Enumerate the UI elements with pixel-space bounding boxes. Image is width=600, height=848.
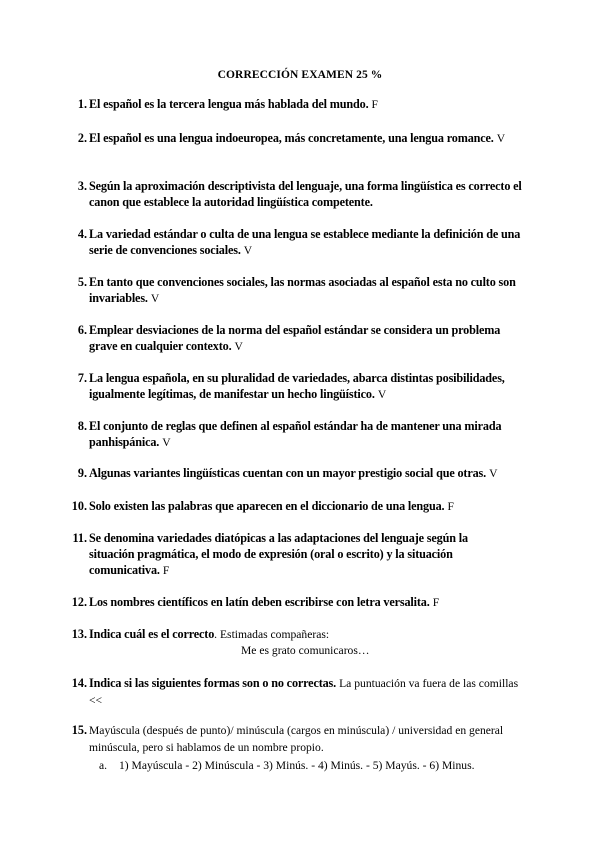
answer-text: V [243,244,253,257]
question-item [71,498,529,515]
question-text: Según la aproximación descriptivista del lenguaje, una forma lingüística es correcto el canon que establece la autoridad lingüística competente. [89,179,522,209]
question-number: 9. [77,466,87,480]
answer-text: Mayúscula (después de punto)/ minúscula (cargos en minúscula) / universidad en general minúscula, pero si hablamos de un nombre propio. [89,724,504,754]
answer-text: F [432,596,440,609]
question-number: 1. [77,97,87,111]
question-text: Algunas variantes lingüísticas cuentan con un mayor prestigio social que otras. [89,466,487,480]
question-number: 14. [71,676,87,690]
question-item [77,274,529,307]
question-item [77,226,529,259]
question-item [77,96,529,113]
answer-text: F [447,500,454,513]
question-text: El español es la tercera lengua más hablada del mundo. [89,97,369,111]
question-text: La variedad estándar o culta de una lengua se establece mediante la definición de una serie de convenciones sociales. [89,227,521,257]
answer-text: V [162,436,171,449]
answer-text: La puntuación va fuera de las comillas << [89,677,519,707]
question-number: 12. [71,595,87,609]
question-item [77,465,539,482]
sub-answer-letter: a. [98,759,107,772]
question-text: La lengua española, en su pluralidad de variedades, abarca distintas posibilidades, igualmente legítimas, de manifestar un hecho lingüístico. [89,371,505,401]
question-text: Se denomina variedades diatópicas a las adaptaciones del lenguaje según la situación pragmática, el modo de expresión (oral o escrito) y la situación comunicativa. [89,531,468,577]
answer-text: V [234,340,243,353]
question-text: Indica si las siguientes formas son o no correctas. [89,676,337,690]
question-text: Indica cuál es el correcto [89,627,215,641]
question-item [71,626,529,659]
question-text: El conjunto de reglas que definen al español estándar ha de mantener una mirada panhispánica. [89,419,502,449]
question-text: Solo existen las palabras que aparecen en el diccionario de una lengua. [89,499,445,513]
answer-text: . Estimadas compañeras: [214,628,330,641]
question-item [72,530,509,579]
question-item [71,594,529,611]
question-number: 10. [71,499,87,513]
question-item [71,675,519,709]
question-item [77,322,529,355]
answer-text: V [489,467,498,480]
question-item [77,370,529,403]
question-number: 2. [77,131,87,145]
question-text: El español es una lengua indoeuropea, más concretamente, una lengua romance. [89,131,494,145]
sub-answer [89,758,519,774]
question-number: 13. [71,627,87,641]
sub-answer-text: 1) Mayúscula - 2) Minúscula - 3) Minús. - 4) Minús. - 5) Mayús. - 6) Minus. [119,759,475,772]
question-number: 6. [77,323,87,337]
question-text: Emplear desviaciones de la norma del español estándar se considera un problema grave en cualquier contexto. [89,323,501,353]
question-number: 15. [71,723,87,737]
question-number: 4. [77,227,87,241]
question-number: 5. [77,275,87,289]
question-text: Los nombres científicos en latín deben escribirse con letra versalita. [89,595,430,609]
question-number: 3. [77,179,87,193]
question-number: 8. [77,419,87,433]
answer-text: F [371,98,378,111]
answer-text: V [150,292,160,305]
answer-text: V [496,132,506,145]
answer-example-line: Me es grato comunicaros… [241,644,370,657]
question-item [77,178,529,211]
question-item [77,418,529,451]
answer-text: F [162,564,170,577]
question-text: En tanto que convenciones sociales, las normas asociadas al español esta no culto son invariables. [89,275,516,305]
question-item [71,722,519,774]
question-item [77,130,529,147]
question-number: 11. [72,531,87,545]
document-title: CORRECCIÓN EXAMEN 25 % [217,69,383,81]
answer-text: V [377,388,387,401]
question-number: 7. [77,371,87,385]
